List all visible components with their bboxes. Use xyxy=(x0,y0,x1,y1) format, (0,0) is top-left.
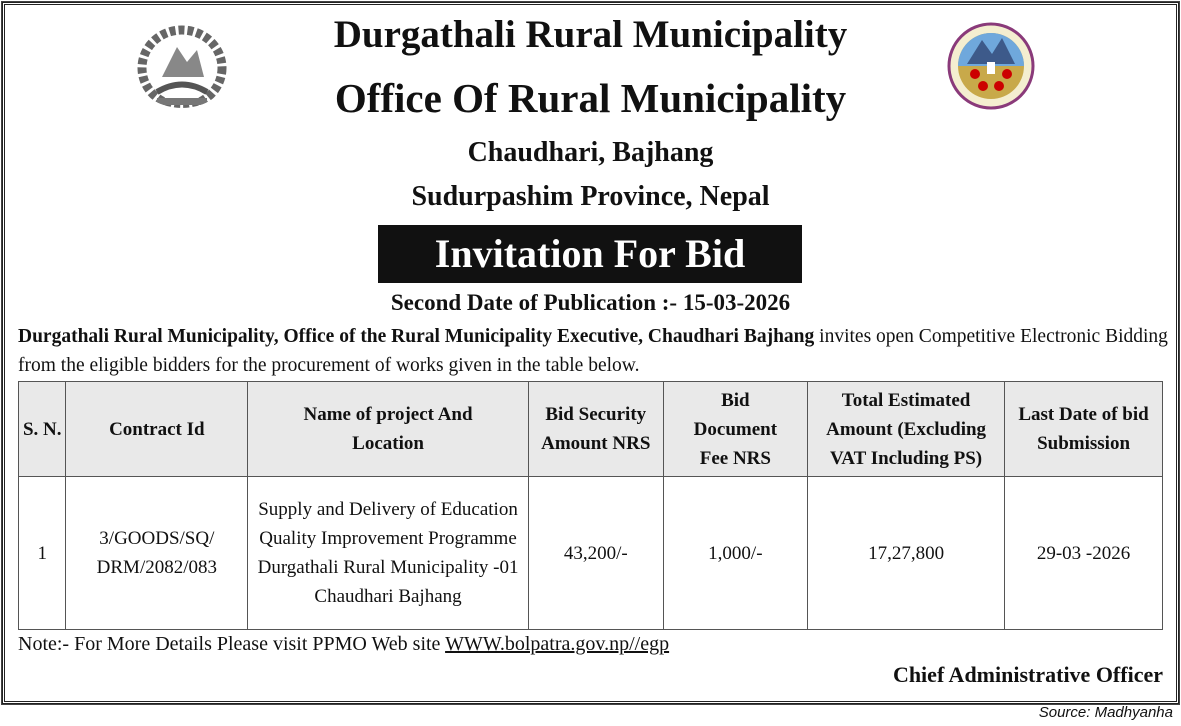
table-row xyxy=(19,477,1163,630)
source-credit: Source: Madhyanha xyxy=(1038,704,1173,721)
header-sn: S. N. xyxy=(19,382,66,477)
cell-last-date: 29-03 -2026 xyxy=(1005,477,1163,630)
header-contract-id: Contract Id xyxy=(66,382,248,477)
publication-date: Second Date of Publication :- 15-03-2026 xyxy=(390,290,791,315)
header-last-date: Last Date of bid Submission xyxy=(1005,382,1163,477)
office-title: Office Of Rural Municipality xyxy=(334,75,847,121)
cell-doc-fee: 1,000/- xyxy=(663,477,807,630)
note-text: Note:- For More Details Please visit PPMO Web site xyxy=(18,633,446,655)
cell-contract-id: 3/GOODS/SQ/ DRM/2082/083 xyxy=(66,477,248,630)
cell-bid-security: 43,200/- xyxy=(528,477,663,630)
address-line-1: Chaudhari, Bajhang xyxy=(467,137,714,168)
header-bid-security: Bid Security Amount NRS xyxy=(528,382,663,477)
intro-rest: invites open Competitive Electronic Bidding from the eligible bidders for the procurement of works given in the table below. xyxy=(18,326,1168,376)
table-header-row xyxy=(19,382,1163,477)
header-estimated-amount: Total Estimated Amount (Excluding VAT Including PS) xyxy=(808,382,1005,477)
intro-bold: Durgathali Rural Municipality, Office of the Rural Municipality Executive, Chaudhari Bajhang xyxy=(18,326,815,347)
invitation-banner: Invitation For Bid xyxy=(378,225,802,283)
bid-table xyxy=(18,381,1163,630)
intro-paragraph xyxy=(18,322,1168,380)
header-doc-fee: Bid Document Fee NRS xyxy=(663,382,807,477)
header-project: Name of project And Location xyxy=(248,382,529,477)
address-line-2: Sudurpashim Province, Nepal xyxy=(411,181,770,212)
cell-estimated-amount: 17,27,800 xyxy=(808,477,1005,630)
cell-project: Supply and Delivery of Education Quality Improvement Programme Durgathali Rural Municipality -01 Chaudhari Bajhang xyxy=(248,477,529,630)
note xyxy=(18,633,669,656)
bolpatra-link[interactable]: WWW.bolpatra.gov.np//egp xyxy=(445,633,670,655)
signature: Chief Administrative Officer xyxy=(892,662,1163,687)
municipality-title: Durgathali Rural Municipality xyxy=(333,13,848,56)
cell-sn: 1 xyxy=(19,477,66,630)
